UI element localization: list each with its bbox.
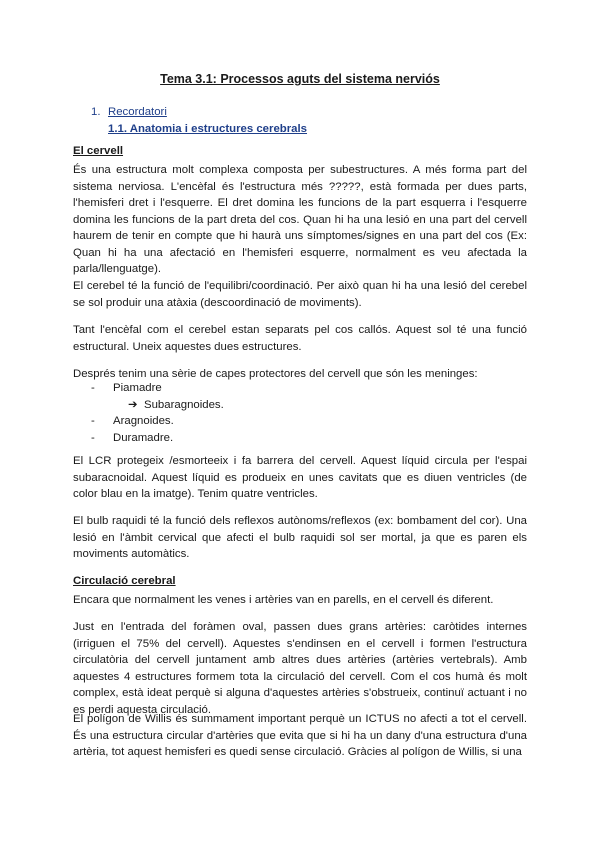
paragraph-poligon-willis: El polígon de Willis és summament important perquè un ICTUS no afecti a tot el cervell. És una estructura circular d'artèries que evita que si hi ha un dany d'una estructura d'una artèria, tot aquest hemisferi es quedi sense circulació. Gràcies al polígon de Willis, si una <box>73 713 527 758</box>
paragraph-venes-arteries: Encara que normalment les venes i artèries van en parells, en el cervell és diferent. <box>73 594 494 606</box>
section-heading-circulacio: Circulació cerebral <box>73 575 176 587</box>
toc-item-label[interactable]: Recordatori <box>108 106 167 118</box>
list-item <box>73 380 527 397</box>
document-title: Tema 3.1: Processos aguts del sistema nerviós <box>160 72 440 86</box>
section-heading-cervell: El cervell <box>73 145 124 157</box>
toc-subitem-anatomia[interactable]: 1.1. Anatomia i estructures cerebrals <box>108 123 308 135</box>
paragraph-meninges-intro: Després tenim una sèrie de capes protectores del cervell que són les meninges: <box>73 368 478 380</box>
toc-item-number: 1. <box>91 106 101 118</box>
paragraph-lcr: El LCR protegeix /esmorteeix i fa barrera del cervell. Aquest líquid circula per l'espai subaracnoidal. Aquest líquid es produeix en unes cavitats que es diuen ventricles (de color blau en la imatge). Tenim quatre ventricles. <box>73 455 527 500</box>
list-dash: - <box>91 382 95 394</box>
list-item-text: Piamadre <box>113 382 162 394</box>
list-dash: - <box>91 431 95 444</box>
paragraph-bulb-raquidi: El bulb raquidi té la funció dels reflexos autònoms/reflexos (ex: bombament del cor). Una lesió en l'àmbit cervical que afecti el bulb raquidi sol ser mortal, ja que es paren els moviments automàtics. <box>73 515 527 560</box>
list-item-text: Duramadre. <box>113 431 174 444</box>
paragraph-cos-callos: Tant l'encèfal com el cerebel estan separats pel cos callós. Aquest sol té una funció estructural. Uneix aquestes dues estructures. <box>73 324 527 353</box>
toc-item-recordatori[interactable] <box>91 104 167 121</box>
list-item <box>73 413 527 430</box>
list-subitem <box>73 397 527 414</box>
list-item-text: Aragnoides. <box>113 415 174 427</box>
list-dash: - <box>91 415 95 427</box>
list-item-text: Subaragnoides. <box>144 398 224 411</box>
paragraph-encefal: És una estructura molt complexa composta per subestructures. A més forma part del sistema nerviosa. L'encèfal és l'estructura més ?????, està formada per dues parts, l'hemisferi dret i l'esquerre. El dret domina les funcions de la part esquerra i l'esquerre domina les funcions de la part dreta del cos. Quan hi ha una lesió en una part del cervell haurem de tenir en compte que hi haurà uns símptomes/signes en una part del cos (Ex: Quan hi ha una afectació en l'hemisferi esquerre, normalment es veu afectada la parla/llenguatge). <box>73 164 527 275</box>
arrow-icon: ➔ <box>128 398 138 411</box>
paragraph-cerebel: El cerebel té la funció de l'equilibri/coordinació. Per això quan hi ha una lesió del cerebel se sol produir una atàxia (descoordinació de moviments). <box>73 280 527 309</box>
list-item <box>73 430 527 447</box>
meninges-list <box>73 380 527 446</box>
paragraph-carotides: Just en l'entrada del foràmen oval, passen dues grans artèries: caròtides internes (irriguen el 75% del cervell). Aquestes s'endinsen en el cervell i formen l'estructura circulatòria del cervell juntament amb altres dues artèries (artèries vertebrals). Amb aquestes 4 estructures formem tota la circulació del cervell. Com el cos humà és molt complex, està ideat perquè si alguna d'aquestes artèries s'obstrueix, continuï actuant i no es perdi aquesta circulació. <box>73 621 527 716</box>
